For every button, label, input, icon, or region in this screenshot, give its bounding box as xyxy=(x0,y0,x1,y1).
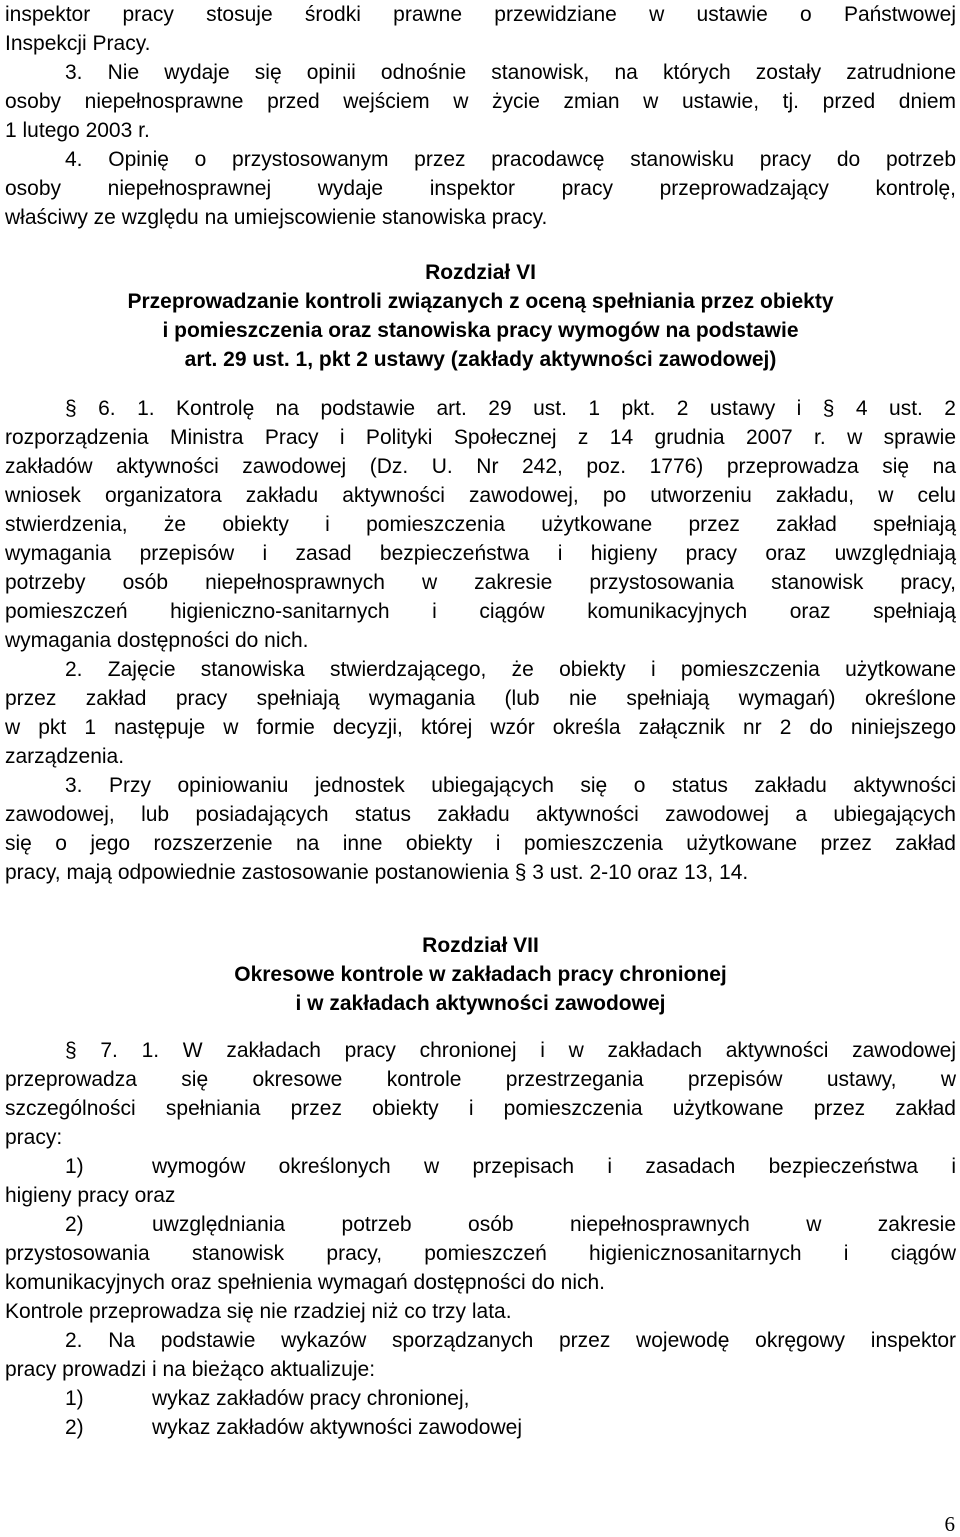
text-line: wniosek organizatora zakładu aktywności zawodowej, po utworzeniu zakładu, w celu xyxy=(5,484,956,507)
chapter-subtitle: Przeprowadzanie kontroli związanych z oceną spełniania przez obiekty xyxy=(127,290,834,313)
list-number: 1) xyxy=(65,1387,84,1410)
chapter-subtitle: i w zakładach aktywności zawodowej xyxy=(295,992,666,1015)
text-line: Inspekcji Pracy. xyxy=(5,32,151,55)
text-line: 4. Opinię o przystosowanym przez pracodawcę stanowisku pracy do potrzeb xyxy=(65,148,956,171)
list-text: uwzględniania potrzeb osób niepełnosprawnych w zakresie xyxy=(152,1213,956,1236)
text-line: szczególności spełniania przez obiekty i pomieszczenia użytkowane przez zakład xyxy=(5,1097,956,1120)
text-line: wymagania dostępności do nich. xyxy=(5,629,309,652)
text-line: osoby niepełnosprawne przed wejściem w życie zmian w ustawie, tj. przed dniem xyxy=(5,90,956,113)
paragraph-line-section-6: § 6. 1. Kontrolę na podstawie art. 29 ust. 1 pkt. 2 ustawy i § 4 ust. 2 xyxy=(65,397,956,420)
text-line: wymagania przepisów i zasad bezpieczeństwa i higieny pracy oraz uwzględniają xyxy=(5,542,956,565)
text-line: potrzeby osób niepełnosprawnych w zakresie przystosowania stanowisk pracy, xyxy=(5,571,956,594)
text-line: 3. Przy opiniowaniu jednostek ubiegających się o status zakładu aktywności xyxy=(65,774,956,797)
list-item xyxy=(5,1384,956,1413)
list-text: wykaz zakładów aktywności zawodowej xyxy=(152,1416,522,1439)
list-text: wykaz zakładów pracy chronionej, xyxy=(152,1387,470,1410)
list-item xyxy=(5,1152,956,1181)
page-number: 6 xyxy=(944,1512,955,1536)
list-item xyxy=(5,1210,956,1239)
text-line: zakładów aktywności zawodowej (Dz. U. Nr 242, poz. 1776) przeprowadza się na xyxy=(5,455,956,478)
chapter-subtitle: Okresowe kontrole w zakładach pracy chronionej xyxy=(234,963,727,986)
text-line: Kontrole przeprowadza się nie rzadziej niż co trzy lata. xyxy=(5,1300,512,1323)
text-line: się o jego rozszerzenie na inne obiekty i pomieszczenia użytkowane przez zakład xyxy=(5,832,956,855)
text-line: przeprowadza się okresowe kontrole przestrzegania przepisów ustawy, w xyxy=(5,1068,956,1091)
text-line: 2. Zajęcie stanowiska stwierdzającego, że obiekty i pomieszczenia użytkowane xyxy=(65,658,956,681)
chapter-subtitle: i pomieszczenia oraz stanowiska pracy wymogów na podstawie xyxy=(162,319,799,342)
text-line: pracy, mają odpowiednie zastosowanie postanowienia § 3 ust. 2-10 oraz 13, 14. xyxy=(5,861,749,884)
text-line: przez zakład pracy spełniają wymagania (lub nie spełniają wymagań) określone xyxy=(5,687,956,710)
text-line: zawodowej, lub posiadających status zakładu aktywności zawodowej a ubiegających xyxy=(5,803,956,826)
text-line: pracy prowadzi i na bieżąco aktualizuje: xyxy=(5,1358,376,1381)
text-line: 3. Nie wydaje się opinii odnośnie stanowisk, na których zostały zatrudnione xyxy=(65,61,956,84)
text-line: higieny pracy oraz xyxy=(5,1184,176,1207)
text-line: komunikacyjnych oraz spełnienia wymagań dostępności do nich. xyxy=(5,1271,605,1294)
text-line: inspektor pracy stosuje środki prawne przewidziane w ustawie o Państwowej xyxy=(5,3,956,26)
list-text: wymogów określonych w przepisach i zasadach bezpieczeństwa i xyxy=(152,1155,956,1178)
text-line: pracy: xyxy=(5,1126,63,1149)
paragraph-line-section-7: § 7. 1. W zakładach pracy chronionej i w zakładach aktywności zawodowej xyxy=(65,1039,956,1062)
text-line: pomieszczeń higieniczno-sanitarnych i ciągów komunikacyjnych oraz spełniają xyxy=(5,600,956,623)
text-line: w pkt 1 następuje w formie decyzji, której wzór określa załącznik nr 2 do niniejszego xyxy=(5,716,956,739)
text-line: 2. Na podstawie wykazów sporządzanych przez wojewodę okręgowy inspektor xyxy=(65,1329,956,1352)
list-number: 2) xyxy=(65,1416,84,1439)
chapter-title: Rozdział VI xyxy=(425,261,536,284)
text-line: rozporządzenia Ministra Pracy i Polityki Społecznej z 14 grudnia 2007 r. w sprawie xyxy=(5,426,956,449)
text-line: stwierdzenia, że obiekty i pomieszczenia użytkowane przez zakład spełniają xyxy=(5,513,956,536)
list-number: 2) xyxy=(65,1213,84,1236)
chapter-subtitle: art. 29 ust. 1, pkt 2 ustawy (zakłady aktywności zawodowej) xyxy=(184,348,777,371)
list-item xyxy=(5,1413,956,1442)
list-number: 1) xyxy=(65,1155,84,1178)
text-line: zarządzenia. xyxy=(5,745,125,768)
text-line: właściwy ze względu na umiejscowienie stanowiska pracy. xyxy=(5,206,548,229)
text-line: osoby niepełnosprawnej wydaje inspektor pracy przeprowadzający kontrolę, xyxy=(5,177,956,200)
text-line: przystosowania stanowisk pracy, pomieszczeń higienicznosanitarnych i ciągów xyxy=(5,1242,956,1265)
document-page xyxy=(5,0,956,1442)
chapter-title: Rozdział VII xyxy=(422,934,539,957)
text-line: 1 lutego 2003 r. xyxy=(5,119,150,142)
